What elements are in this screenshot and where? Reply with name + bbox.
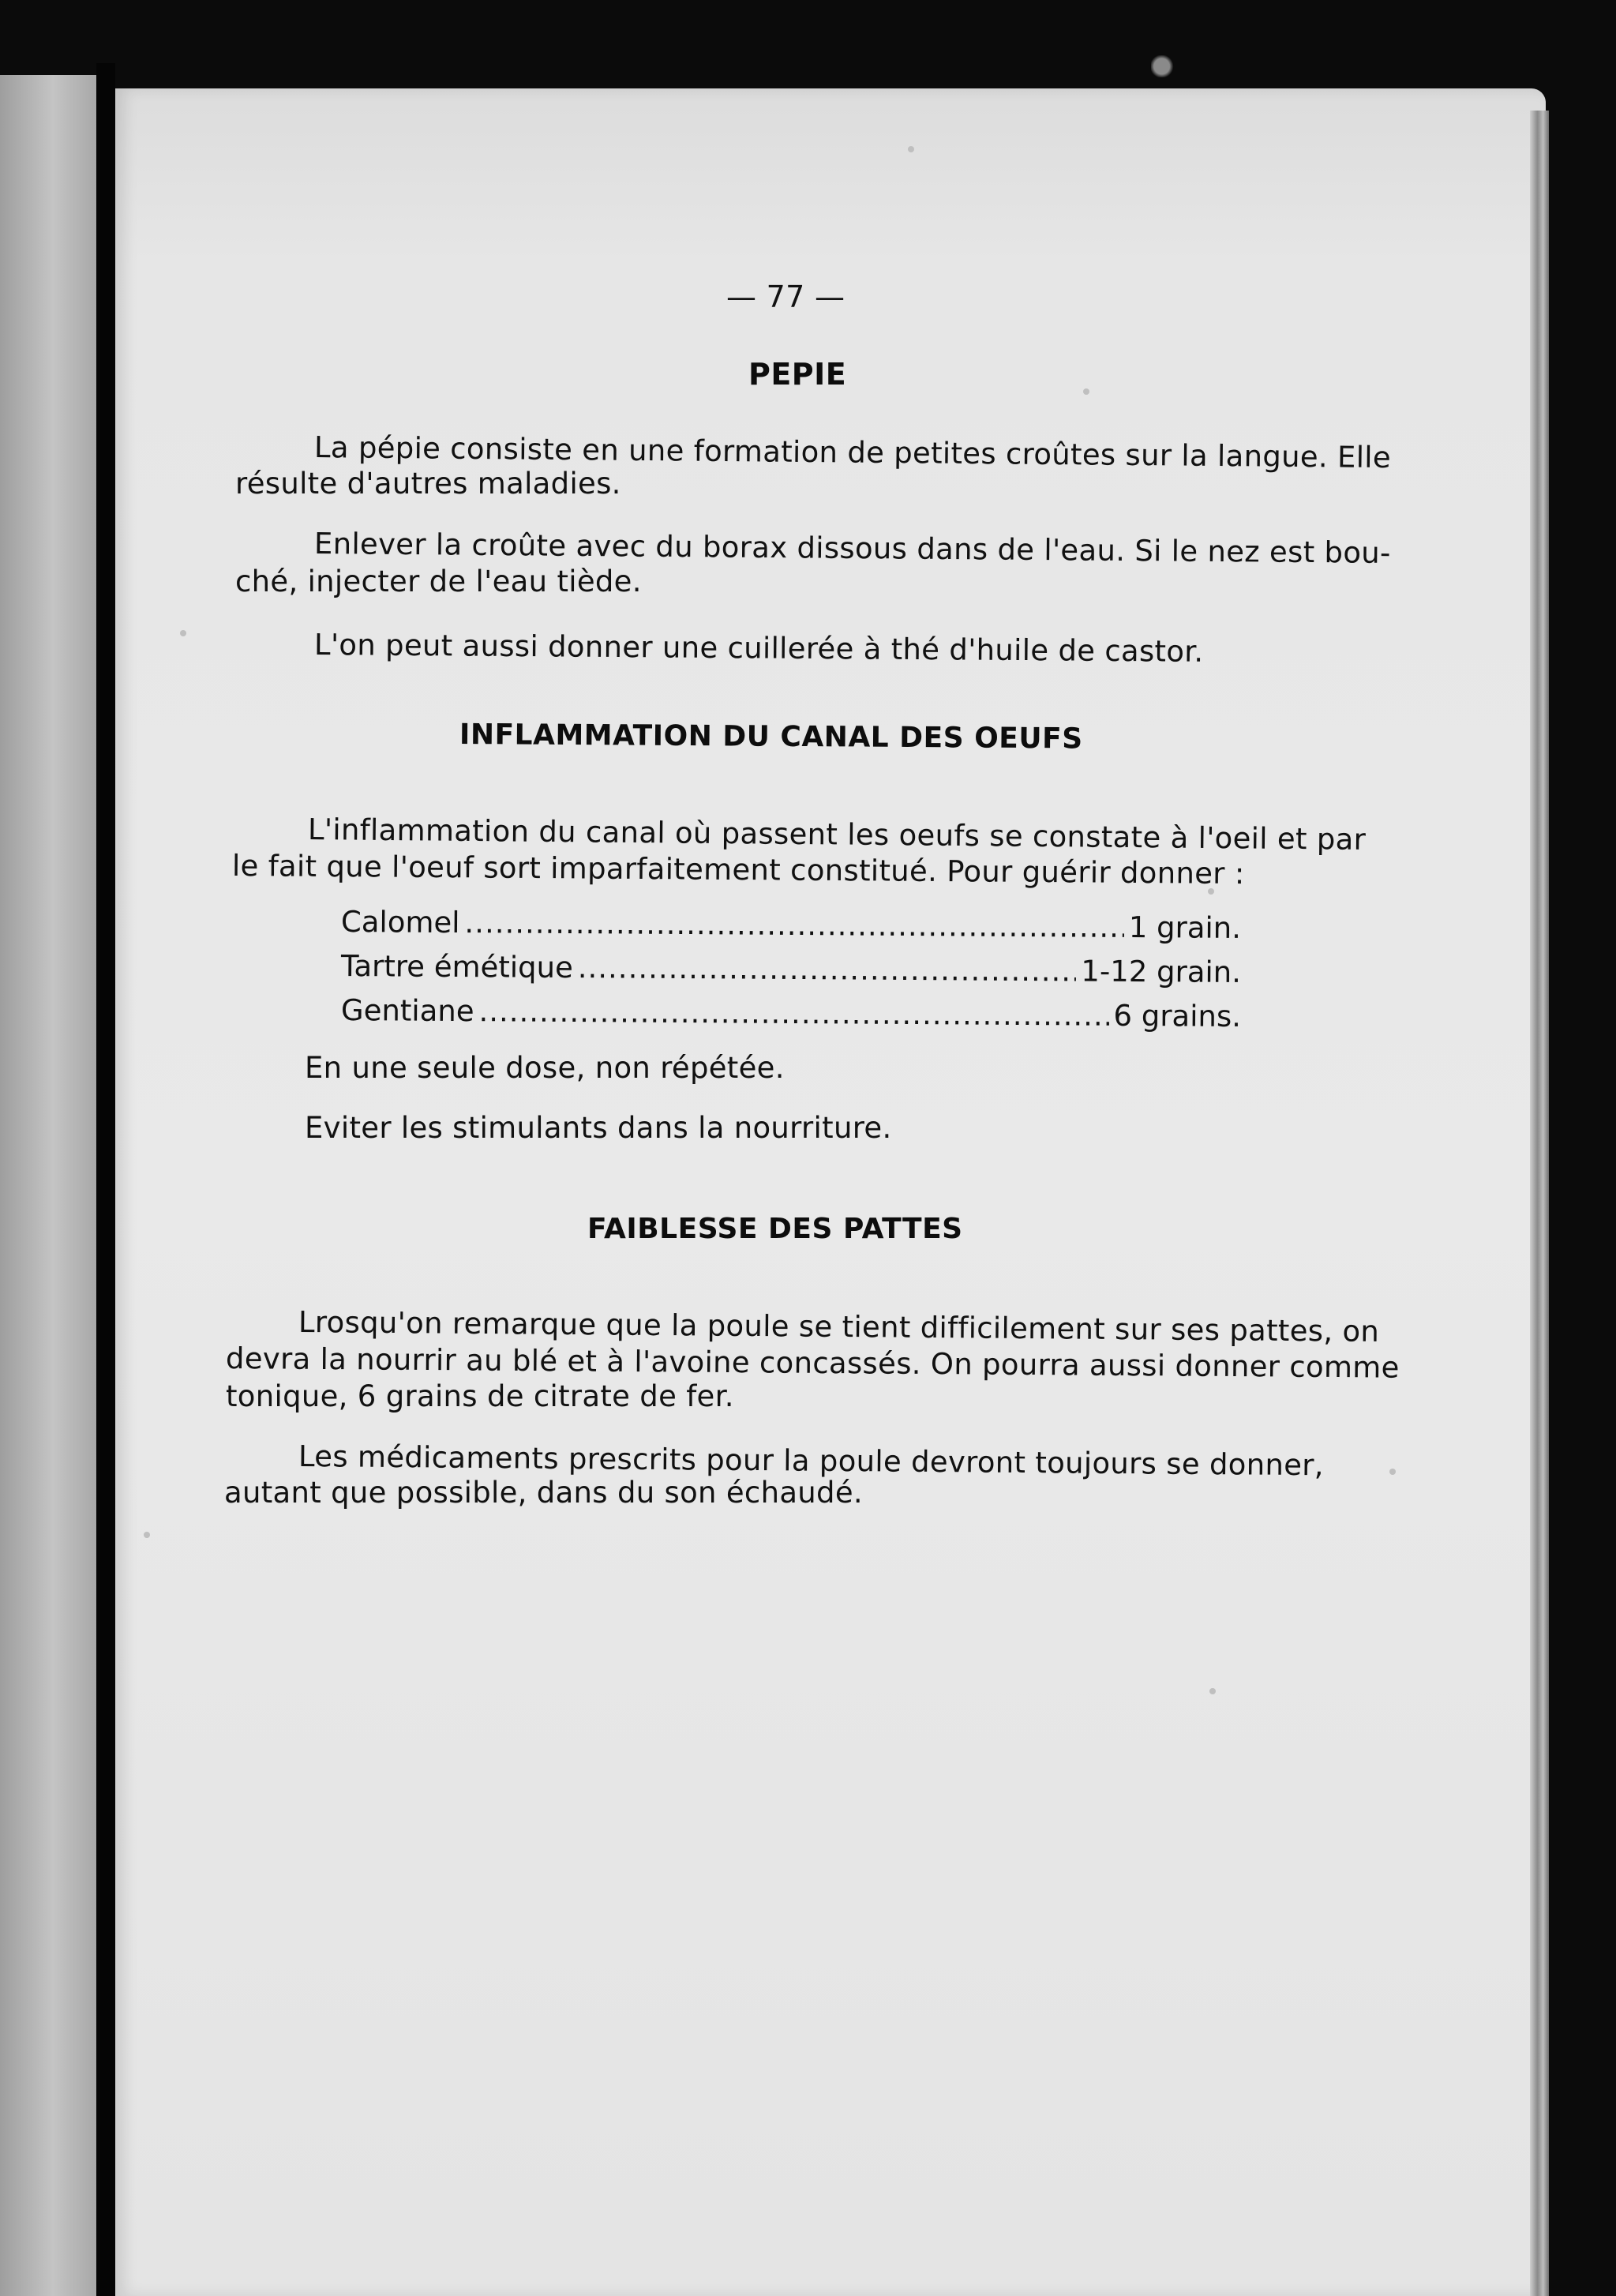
- prescription-name: Tartre émétique: [340, 949, 574, 985]
- book-gutter: [96, 63, 115, 2296]
- prescription-name: Calomel: [340, 905, 460, 940]
- prescription-row: [341, 993, 1241, 1034]
- paragraph-line: le fait que l'oeuf sort imparfaitement constitué. Pour guérir donner :: [231, 849, 1245, 891]
- section-title-pepie: PEPIE: [748, 357, 847, 392]
- page-edge: [1530, 111, 1549, 2296]
- prescription-row: [341, 905, 1241, 945]
- section-title-faiblesse: FAIBLESSE DES PATTES: [587, 1213, 963, 1245]
- paragraph-line: Eviter les stimulants dans la nourriture.: [305, 1111, 892, 1145]
- paragraph-line: autant que possible, dans du son échaudé.: [224, 1476, 863, 1510]
- paragraph-line: résulte d'autres maladies.: [235, 467, 621, 501]
- paper-speck: [1083, 388, 1089, 395]
- dot-leader: [464, 906, 1124, 944]
- dot-leader: [578, 951, 1077, 988]
- page-number: — 77 —: [726, 279, 845, 314]
- paragraph-line: tonique, 6 grains de citrate de fer.: [226, 1379, 734, 1413]
- paper-speck: [144, 1532, 150, 1538]
- paragraph-line: devra la nourrir au blé et à l'avoine concassés. On pourra aussi donner comme: [225, 1341, 1400, 1385]
- scan-mark: [1151, 55, 1178, 77]
- paragraph-line: En une seule dose, non répétée.: [305, 1051, 785, 1085]
- paper-speck: [1389, 1469, 1396, 1475]
- paragraph-line: Les médicaments prescrits pour la poule devront toujours se donner,: [298, 1439, 1325, 1483]
- paragraph-line: Lrosqu'on remarque que la poule se tient difficilement sur ses pattes, on: [298, 1305, 1380, 1349]
- paragraph-line: ché, injecter de l'eau tiède.: [235, 565, 642, 598]
- paper-speck: [180, 630, 186, 636]
- paper-speck: [1209, 1688, 1216, 1694]
- paragraph-line: La pépie consiste en une formation de petites croûtes sur la langue. Elle: [313, 430, 1392, 475]
- section-title-inflammation: INFLAMMATION DU CANAL DES OEUFS: [459, 718, 1083, 756]
- prescription-name: Gentiane: [340, 993, 474, 1029]
- prescription-amount: 6 grains.: [1113, 998, 1242, 1034]
- left-facing-page: [0, 75, 96, 2296]
- prescription-row: [341, 949, 1241, 989]
- paragraph-line: L'on peut aussi donner une cuillerée à thé d'huile de castor.: [313, 628, 1204, 669]
- dot-leader: [478, 994, 1108, 1033]
- paragraph-line: L'inflammation du canal où passent les oeufs se constate à l'oeil et par: [307, 812, 1367, 857]
- prescription-amount: 1-12 grain.: [1081, 954, 1242, 989]
- paragraph-line: Enlever la croûte avec du borax dissous dans de l'eau. Si le nez est bou-: [313, 527, 1391, 570]
- book-page: [115, 88, 1546, 2296]
- prescription-amount: 1 grain.: [1128, 910, 1242, 945]
- paper-speck: [908, 146, 914, 152]
